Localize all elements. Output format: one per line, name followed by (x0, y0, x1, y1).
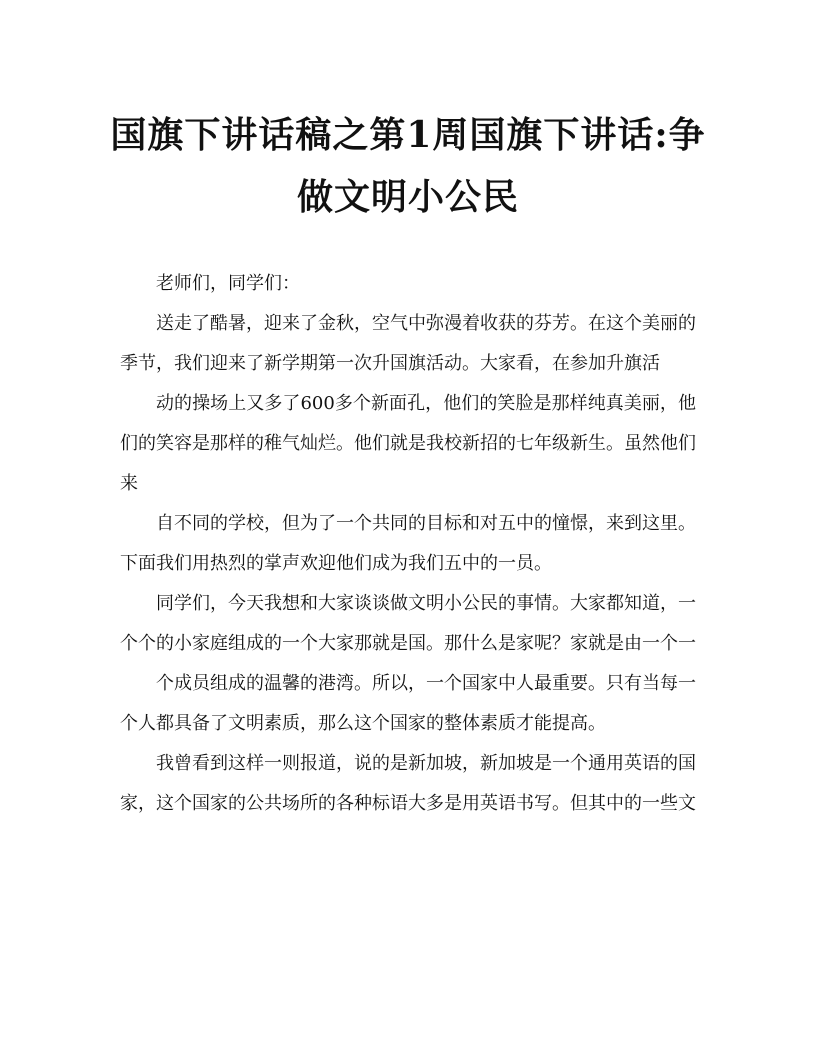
body-paragraph: 送走了酷暑，迎来了金秋，空气中弥漫着收获的芬芳。在这个美丽的季节，我们迎来了新学期第一次升国旗活动。大家看，在参加升旗活 (120, 313, 696, 374)
body-paragraph: 同学们，今天我想和大家谈谈做文明小公民的事情。大家都知道，一个个的小家庭组成的一个大家那就是国。那什么是家呢？家就是由一个一 (120, 593, 696, 654)
document-body (120, 264, 696, 824)
body-paragraph: 动的操场上又多了600多个新面孔，他们的笑脸是那样纯真美丽，他们的笑容是那样的稚气灿烂。他们就是我校新招的七年级新生。虽然他们来 (120, 393, 696, 494)
document-title: 国旗下讲话稿之第1周国旗下讲话:争做文明小公民 (110, 114, 706, 218)
salutation-paragraph: 老师们，同学们： (156, 273, 300, 294)
body-paragraph: 个成员组成的温馨的港湾。所以，一个国家中人最重要。只有当每一个人都具备了文明素质，那么这个国家的整体素质才能提高。 (120, 673, 696, 734)
body-paragraph: 自不同的学校，但为了一个共同的目标和对五中的憧憬，来到这里。下面我们用热烈的掌声欢迎他们成为我们五中的一员。 (120, 513, 696, 574)
body-paragraph: 我曾看到这样一则报道，说的是新加坡，新加坡是一个通用英语的国家，这个国家的公共场所的各种标语大多是用英语书写。但其中的一些文 (120, 753, 696, 814)
